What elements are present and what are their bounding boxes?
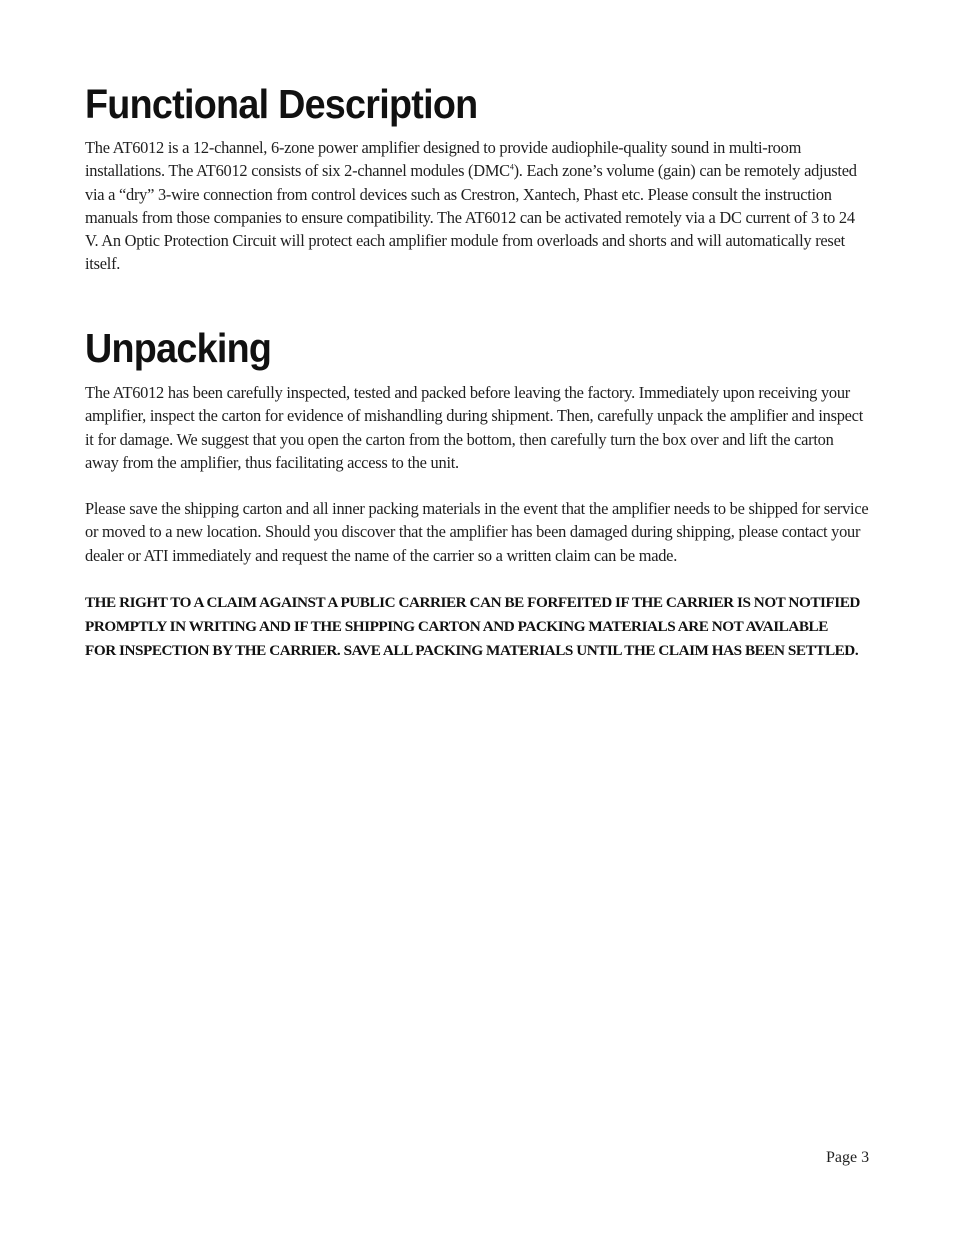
warning-line: FOR INSPECTION BY THE CARRIER. SAVE ALL PACKING MATERIALS UNTIL THE CLAIM HAS BEEN SETTLED. bbox=[85, 642, 859, 659]
dmc-superscript: 4 bbox=[509, 162, 514, 172]
unpacking-heading: Unpacking bbox=[85, 325, 272, 371]
unpacking-paragraph-2: Please save the shipping carton and all inner packing materials in the event that the amplifier needs to be shipped for service or moved to a new location. Should you discover that the amplifier has been damaged during shipping, please contact your dealer or ATI immediately and request the name of the carrier so a written claim can be made. bbox=[85, 499, 869, 565]
functional-text-part-2: ). Each zone’s volume (gain) can be remotely adjusted via a “dry” 3-wire connection from control devices such as Crestron, Xantech, Phast etc. Please consult the instruction manuals from those companies to ensure compatibility. The AT6012 can be activated remotely via a DC current of 3 to 24 V. An Optic Protection Circuit will protect each amplifier module from overloads and shorts and will automatically reset itself. bbox=[85, 161, 857, 274]
unpacking-paragraph-1: The AT6012 has been carefully inspected, tested and packed before leaving the factory. Immediately upon receiving your amplifier, inspect the carton for evidence of mishandling during shipment. Then, carefully unpack the amplifier and inspect it for damage. We suggest that you open the carton from the bottom, then carefully turn the box over and lift the carton away from the amplifier, thus facilitating access to the unit. bbox=[85, 383, 864, 472]
carrier-claim-warning bbox=[85, 591, 875, 663]
warning-line: THE RIGHT TO A CLAIM AGAINST A PUBLIC CARRIER CAN BE FORFEITED IF THE CARRIER IS NOT NOTIFIED bbox=[85, 594, 860, 611]
functional-description-paragraph bbox=[85, 136, 870, 276]
functional-description-heading: Functional Description bbox=[85, 81, 478, 127]
functional-text-part-1: The AT6012 is a 12-channel, 6-zone power amplifier designed to provide audiophile-quality sound in multi-room installations. The AT6012 consists of six 2-channel modules (DMC bbox=[85, 138, 802, 181]
page-number: Page 3 bbox=[826, 1149, 870, 1166]
warning-line: PROMPTLY IN WRITING AND IF THE SHIPPING CARTON AND PACKING MATERIALS ARE NOT AVAILABLE bbox=[85, 618, 828, 635]
